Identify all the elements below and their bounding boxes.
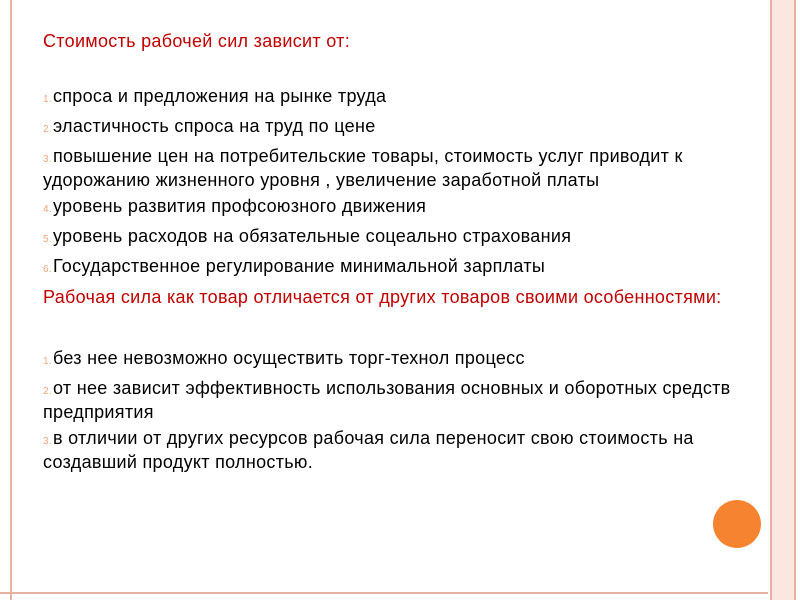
item-text: эластичность спроса на труд по цене [52, 116, 376, 136]
item-text: уровень развития профсоюзного движения [52, 196, 427, 216]
item-text: уровень расходов на обязательные соцеально страхования [52, 226, 572, 246]
frame-line-bottom [0, 592, 800, 594]
item-number: 6. [43, 264, 52, 275]
item-text: спроса и предложения на рынке труда [52, 86, 387, 106]
slide-content [43, 30, 733, 478]
list-item [43, 196, 733, 220]
spacer [43, 308, 733, 348]
decorative-side-stripe [768, 0, 800, 600]
item-number: 3. [43, 436, 52, 447]
heading-labor-features: Рабочая сила как товар отличается от других товаров своими особенностями: [43, 287, 722, 307]
item-number: 4. [43, 204, 52, 215]
frame-line-left [10, 0, 12, 600]
list-item [43, 256, 733, 280]
item-number: 2. [43, 386, 52, 397]
item-text: без нее невозможно осуществить торг-технол процесс [52, 348, 525, 368]
heading-cost-factors: Стоимость рабочей сил зависит от: [43, 31, 351, 51]
decorative-orange-circle [713, 500, 761, 548]
list-item [43, 226, 733, 250]
item-text: от нее зависит эффективность использования основных и оборотных средств предприятия [43, 378, 731, 422]
list-item [43, 378, 733, 422]
cost-factors-list [43, 86, 733, 280]
labor-features-list [43, 348, 733, 472]
list-item [43, 86, 733, 110]
item-number: 1. [43, 94, 52, 105]
item-number: 1. [43, 356, 52, 367]
item-number: 2. [43, 124, 52, 135]
list-item [43, 348, 733, 372]
item-text: повышение цен на потребительские товары, стоимость услуг приводит к удорожанию жизненного уровня , увеличение заработной платы [43, 146, 683, 190]
item-number: 5. [43, 234, 52, 245]
item-text: Государственное регулирование минимальной зарплаты [52, 256, 546, 276]
list-item [43, 428, 733, 472]
list-item [43, 116, 733, 140]
list-item [43, 146, 733, 190]
item-number: 3. [43, 154, 52, 165]
item-text: в отличии от других ресурсов рабочая сила переносит свою стоимость на создавший продукт полностью. [43, 428, 694, 472]
